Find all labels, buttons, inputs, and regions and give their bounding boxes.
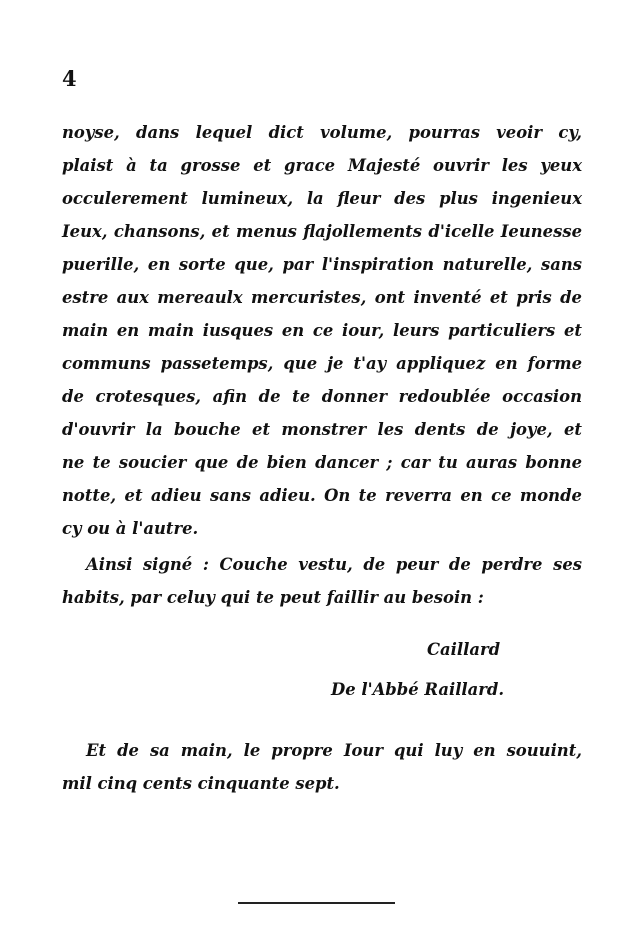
text-line: puerille, en sorte que, par l'inspiration naturelle, sans [62, 255, 582, 274]
signature-name: Caillard [427, 640, 501, 659]
body-paragraph [62, 116, 582, 545]
text-line: d'ouvrir la bouche et monstrer les dents de joye, et [62, 420, 582, 439]
text-line: communs passetemps, que je t'ay appliquez en forme [62, 354, 582, 373]
text-line: ne te soucier que de bien dancer ; car tu auras bonne [62, 453, 582, 472]
text-line: cy ou à l'autre. [62, 519, 199, 538]
text-line: Ieux, chansons, et menus flajollements d'icelle Ieunesse [62, 222, 582, 241]
text-line: plaist à ta grosse et grace Majesté ouvrir les yeux [62, 156, 582, 175]
closing-paragraph [62, 734, 582, 800]
text-line: habits, par celuy qui te peut faillir au besoin : [62, 588, 484, 607]
end-rule-divider [238, 902, 395, 904]
text-line: de crotesques, afin de te donner redoublée occasion [62, 387, 582, 406]
signed-paragraph [62, 548, 582, 614]
page-number: 4 [62, 66, 77, 91]
text-line: occulerement lumineux, la fleur des plus ingenieux [62, 189, 582, 208]
text-line: estre aux mereaulx mercuristes, ont inventé et pris de [62, 288, 582, 307]
text-line: Ainsi signé : Couche vestu, de peur de perdre ses [86, 555, 582, 574]
text-line: noyse, dans lequel dict volume, pourras veoir cy, [62, 123, 582, 142]
text-line: notte, et adieu sans adieu. On te reverra en ce monde [62, 486, 582, 505]
text-line: main en main iusques en ce iour, leurs particuliers et [62, 321, 582, 340]
text-line: mil cinq cents cinquante sept. [62, 774, 340, 793]
signature-title: De l'Abbé Raillard. [331, 680, 505, 699]
text-line: Et de sa main, le propre Iour qui luy en souuint, [86, 741, 582, 760]
